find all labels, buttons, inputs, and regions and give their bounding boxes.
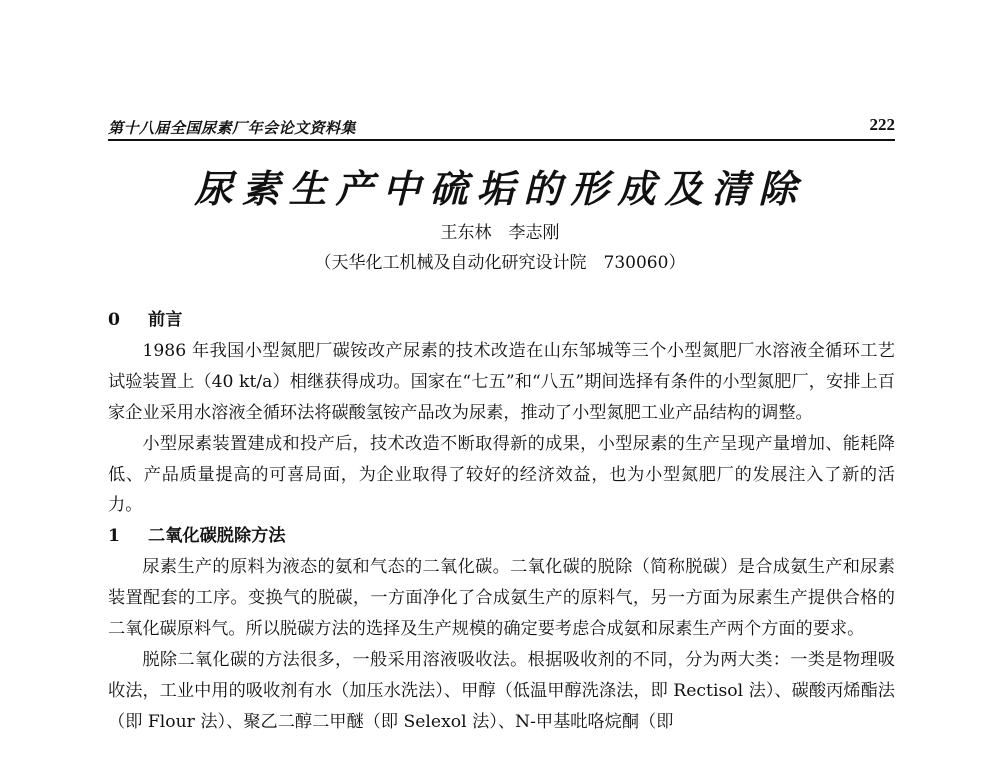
section-number: 0 <box>108 310 120 330</box>
section-heading-0 <box>108 305 895 336</box>
section-title: 二氧化碳脱除方法 <box>148 526 286 547</box>
page-number: 222 <box>869 115 895 134</box>
paper-title: 尿素生产中硫垢的形成及清除 <box>194 166 806 211</box>
journal-title: 第十八届全国尿素厂年会论文资料集 <box>108 119 357 137</box>
section-heading-1 <box>108 521 895 552</box>
section-title: 前言 <box>148 310 183 330</box>
running-header <box>108 117 895 141</box>
paragraph: 尿素生产的原料为液态的氨和气态的二氧化碳。二氧化碳的脱除（简称脱碳）是合成氨生产和尿素装置配套的工序。变换气的脱碳，一方面净化了合成氨生产的原料气，另一方面为尿素生产提供合格的二氧化碳原料气。所以脱碳方法的选择及生产规模的确定要考虑合成氨和尿素生产两个方面的要求。 <box>108 557 895 640</box>
paragraph: 1986 年我国小型氮肥厂碳铵改产尿素的技术改造在山东邹城等三个小型氮肥厂水溶液全循环工艺试验装置上（40 kt/a）相继获得成功。国家在“七五”和“八五”期间选择有条件的小型氮肥厂，安排上百家企业采用水溶液全循环法将碳酸氢铵产品改为尿素，推动了小型氮肥工业产品结构的调整。 <box>108 340 895 423</box>
authors: 王东林 李志刚 <box>440 223 560 243</box>
affiliation: （天华化工机械及自动化研究设计院 730060） <box>314 253 686 273</box>
paragraph: 小型尿素装置建成和投产后，技术改造不断取得新的成果，小型尿素的生产呈现产量增加、能耗降低、产品质量提高的可喜局面，为企业取得了较好的经济效益，也为小型氮肥厂的发展注入了新的活力。 <box>108 433 895 516</box>
paragraph: 脱除二氧化碳的方法很多，一般采用溶液吸收法。根据吸收剂的不同，分为两大类：一类是物理吸收法，工业中用的吸收剂有水（加压水洗法）、甲醇（低温甲醇洗涤法，即 Rectisol 法）、碳酸丙烯酯法（即 Flour 法）、聚乙二醇二甲醚（即 Selexol 法）、N-甲基吡咯烷酮（即 <box>108 649 895 732</box>
section-number: 1 <box>108 526 120 547</box>
body-text <box>108 305 895 738</box>
